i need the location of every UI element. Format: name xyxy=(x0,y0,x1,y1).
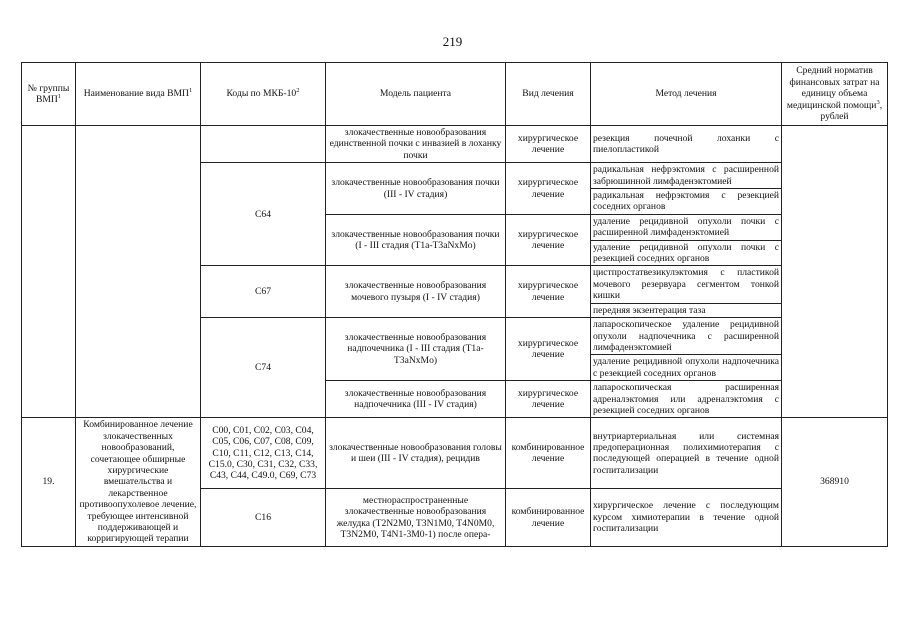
cell-empty-cost xyxy=(782,126,888,418)
cell-treatment-type: хирургическое лечение xyxy=(506,214,591,266)
cell-treatment-method: радикальная нефрэктомия с расширенной забрюшинной лимфаденэктомией xyxy=(591,163,782,189)
cell-code-c74: C74 xyxy=(201,318,326,418)
cell-treatment-type: комбинированное лечение xyxy=(506,418,591,489)
cell-vmp-name: Комбинированное лечение злокачественных новообразований, сочетающее обширные хирургические вмешательства и лекарственное противоопухолевое лечение, требующее интенсивной поддерживающей и корригирующей терапии xyxy=(76,418,201,546)
cell-treatment-type: хирургическое лечение xyxy=(506,126,591,163)
cell-treatment-method: передняя экзентерация таза xyxy=(591,303,782,317)
cell-code-c67: C67 xyxy=(201,266,326,318)
cell-treatment-method: удаление рецидивной опухоли почки с расширенной лимфаденэктомией xyxy=(591,214,782,240)
cell-patient-model: злокачественные новообразования почки (I - III стадия (T1a-T3aNxMo) xyxy=(326,214,506,266)
header-cost: Средний норматив финансовых затрат на единицу объема медицинской помощи$^3$, рублей xyxy=(782,63,888,126)
cell-cost: 368910 xyxy=(782,418,888,546)
table-header-row xyxy=(22,63,888,126)
cell-treatment-method: удаление рецидивной опухоли почки с резекцией соседних органов xyxy=(591,240,782,266)
header-patient-model: Модель пациента xyxy=(326,63,506,126)
cell-patient-model: злокачественные новообразования мочевого пузыря (I - IV стадия) xyxy=(326,266,506,318)
header-treatment-method: Метод лечения xyxy=(591,63,782,126)
cell-treatment-method: резекция почечной лоханки с пиелопластикой xyxy=(591,126,782,163)
cell-treatment-method: лапароскопическая расширенная адреналэктомия или адреналэктомия с резекцией соседних органов xyxy=(591,381,782,418)
cell-treatment-type: хирургическое лечение xyxy=(506,266,591,318)
cell-empty-name xyxy=(76,126,201,418)
cell-patient-model: местнораспространенные злокачественные новообразования желудка (T2N2M0, T3N1M0, T4N0M0, T3N2M0, T4N1-3M0-1) после опера- xyxy=(326,489,506,547)
cell-treatment-method: хирургическое лечение с последующим курсом химиотерапии в течение одной госпитализации xyxy=(591,489,782,547)
header-codes: Коды по МКБ-$10^2$ xyxy=(201,63,326,126)
cell-patient-model: злокачественные новообразования головы и шеи (III - IV стадия), рецидив xyxy=(326,418,506,489)
cell-patient-model: злокачественные новообразования единственной почки с инвазией в лоханку почки xyxy=(326,126,506,163)
cell-treatment-method: удаление рецидивной опухоли надпочечника с резекцией соседних органов xyxy=(591,355,782,381)
cell-empty-codes xyxy=(201,126,326,163)
cell-patient-model: злокачественные новообразования надпочечника (I - III стадия (T1a-T3aNxMo) xyxy=(326,318,506,381)
cell-treatment-method: радикальная нефрэктомия с резекцией соседних органов xyxy=(591,189,782,215)
cell-treatment-type: хирургическое лечение xyxy=(506,318,591,381)
cell-treatment-method: цистпростатвезикулэктомия с пластикой мочевого резервуара сегментом тонкой кишки xyxy=(591,266,782,303)
page-number: 219 xyxy=(442,34,463,49)
cell-treatment-type: хирургическое лечение xyxy=(506,163,591,215)
cell-treatment-method: внутриартериальная или системная предоперационная полихимиотерапия с последующей операцией в течение одной госпитализации xyxy=(591,418,782,489)
cell-treatment-type: комбинированное лечение xyxy=(506,489,591,547)
cell-codes: C16 xyxy=(201,489,326,547)
cell-patient-model: злокачественные новообразования надпочечника (III - IV стадия) xyxy=(326,381,506,418)
header-vmp-name: Наименование вида ВМП$^1$ xyxy=(76,63,201,126)
cell-codes: C00, C01, C02, C03, C04, C05, C06, C07, C08, C09, C10, C11, C12, C13, C14, C15.0, C30, C31, C32, C33, C43, C44, C49.0, C69, C73 xyxy=(201,418,326,489)
header-group-no: № группы ВМП$^1$ xyxy=(22,63,76,126)
vmp-table xyxy=(21,62,888,547)
cell-code-c64: C64 xyxy=(201,163,326,266)
cell-group-number: 19. xyxy=(22,418,76,546)
cell-empty-group xyxy=(22,126,76,418)
table-row xyxy=(22,126,888,163)
header-treatment-type: Вид лечения xyxy=(506,63,591,126)
table-row xyxy=(22,418,888,489)
cell-treatment-type: хирургическое лечение xyxy=(506,381,591,418)
cell-treatment-method: лапароскопическое удаление рецидивной опухоли надпочечника с расширенной лимфаденэктомией xyxy=(591,318,782,355)
cell-patient-model: злокачественные новообразования почки (III - IV стадия) xyxy=(326,163,506,215)
